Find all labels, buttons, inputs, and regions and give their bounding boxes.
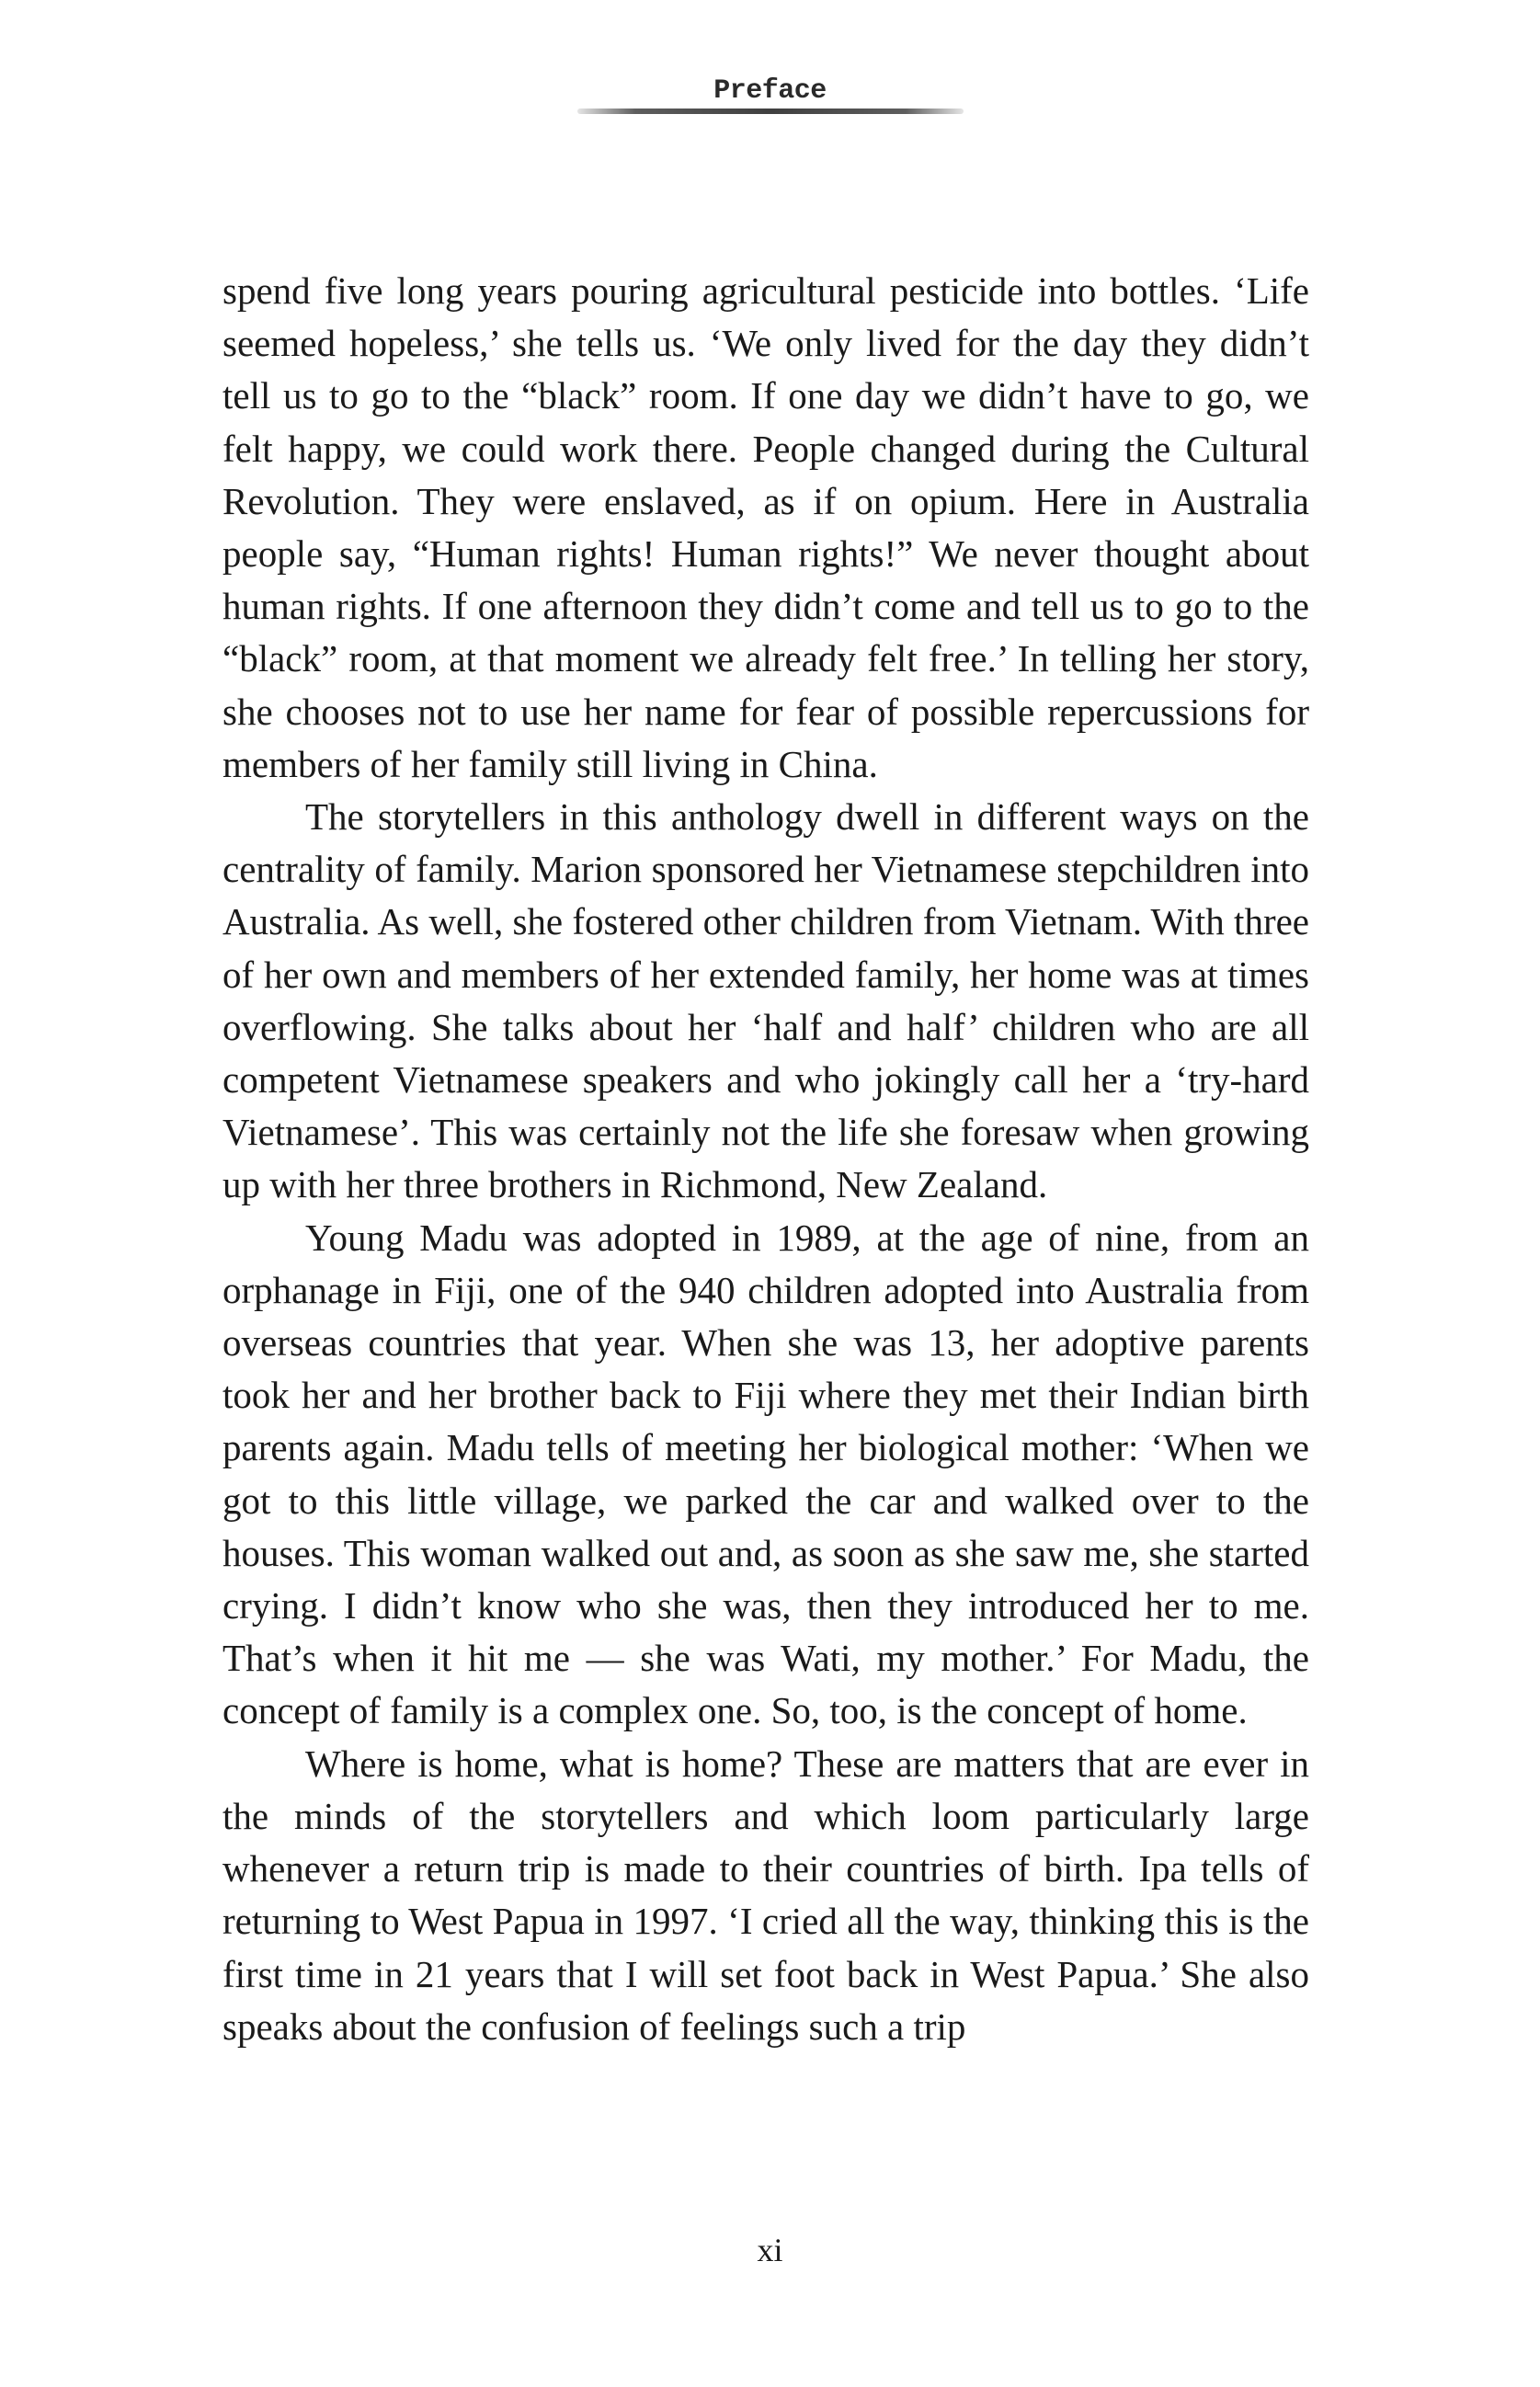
paragraph-2: The storytellers in this anthology dwell in different ways on the centrality of family. Marion sponsored her Vietnamese stepchildren into Australia. As well, she fostered other children from Vietnam. With three of her own and members of her extended family, her home was at times overflowing. She talks about her ‘half and half’ children who are all competent Vietnamese speakers and who jokingly call her a ‘try-hard Vietnamese’. This was certainly not the life she foresaw when growing up with her three brothers in Richmond, New Zealand. [222,795,1309,1206]
paragraph-4: Where is home, what is home? These are matters that are ever in the minds of the storytellers and which loom particularly large whenever a return trip is made to their countries of birth. Ipa tells of returning to West Papua in 1997. ‘I cried all the way, thinking this is the first time in 21 years that I will set foot back in West Papua.’ She also speaks about the confusion of feelings such a trip [222,1742,1309,2048]
body-text [222,265,1309,2053]
page-number: xi [757,2232,783,2268]
header-rule [577,108,964,114]
paragraph-3: Young Madu was adopted in 1989, at the age of nine, from an orphanage in Fiji, one of the 940 children adopted into Australia from overseas countries that year. When she was 13, her adoptive parents took her and her brother back to Fiji where they met their Indian birth parents again. Madu tells of meeting her biological mother: ‘When we got to this little village, we parked the car and walked over to the houses. This woman walked out and, as soon as she saw me, she started crying. I didn’t know who she was, then they introduced her to me. That’s when it hit me — she was Wati, my mother.’ For Madu, the concept of family is a complex one. So, too, is the concept of home. [222,1216,1309,1732]
paragraph-1: spend five long years pouring agricultural pesticide into bottles. ‘Life seemed hopeless,’ she tells us. ‘We only lived for the day they didn’t tell us to go to the “black” room. If one day we didn’t have to go, we felt happy, we could work there. People changed during the Cultural Revolution. They were enslaved, as if on opium. Here in Australia people say, “Human rights! Human rights!” We never thought about human rights. If one afternoon they didn’t come and tell us to go to the “black” room, at that moment we already felt free.’ In telling her story, she chooses not to use her name for fear of possible repercussions for members of her family still living in China. [222,269,1309,785]
running-head-title: Preface [713,75,827,107]
